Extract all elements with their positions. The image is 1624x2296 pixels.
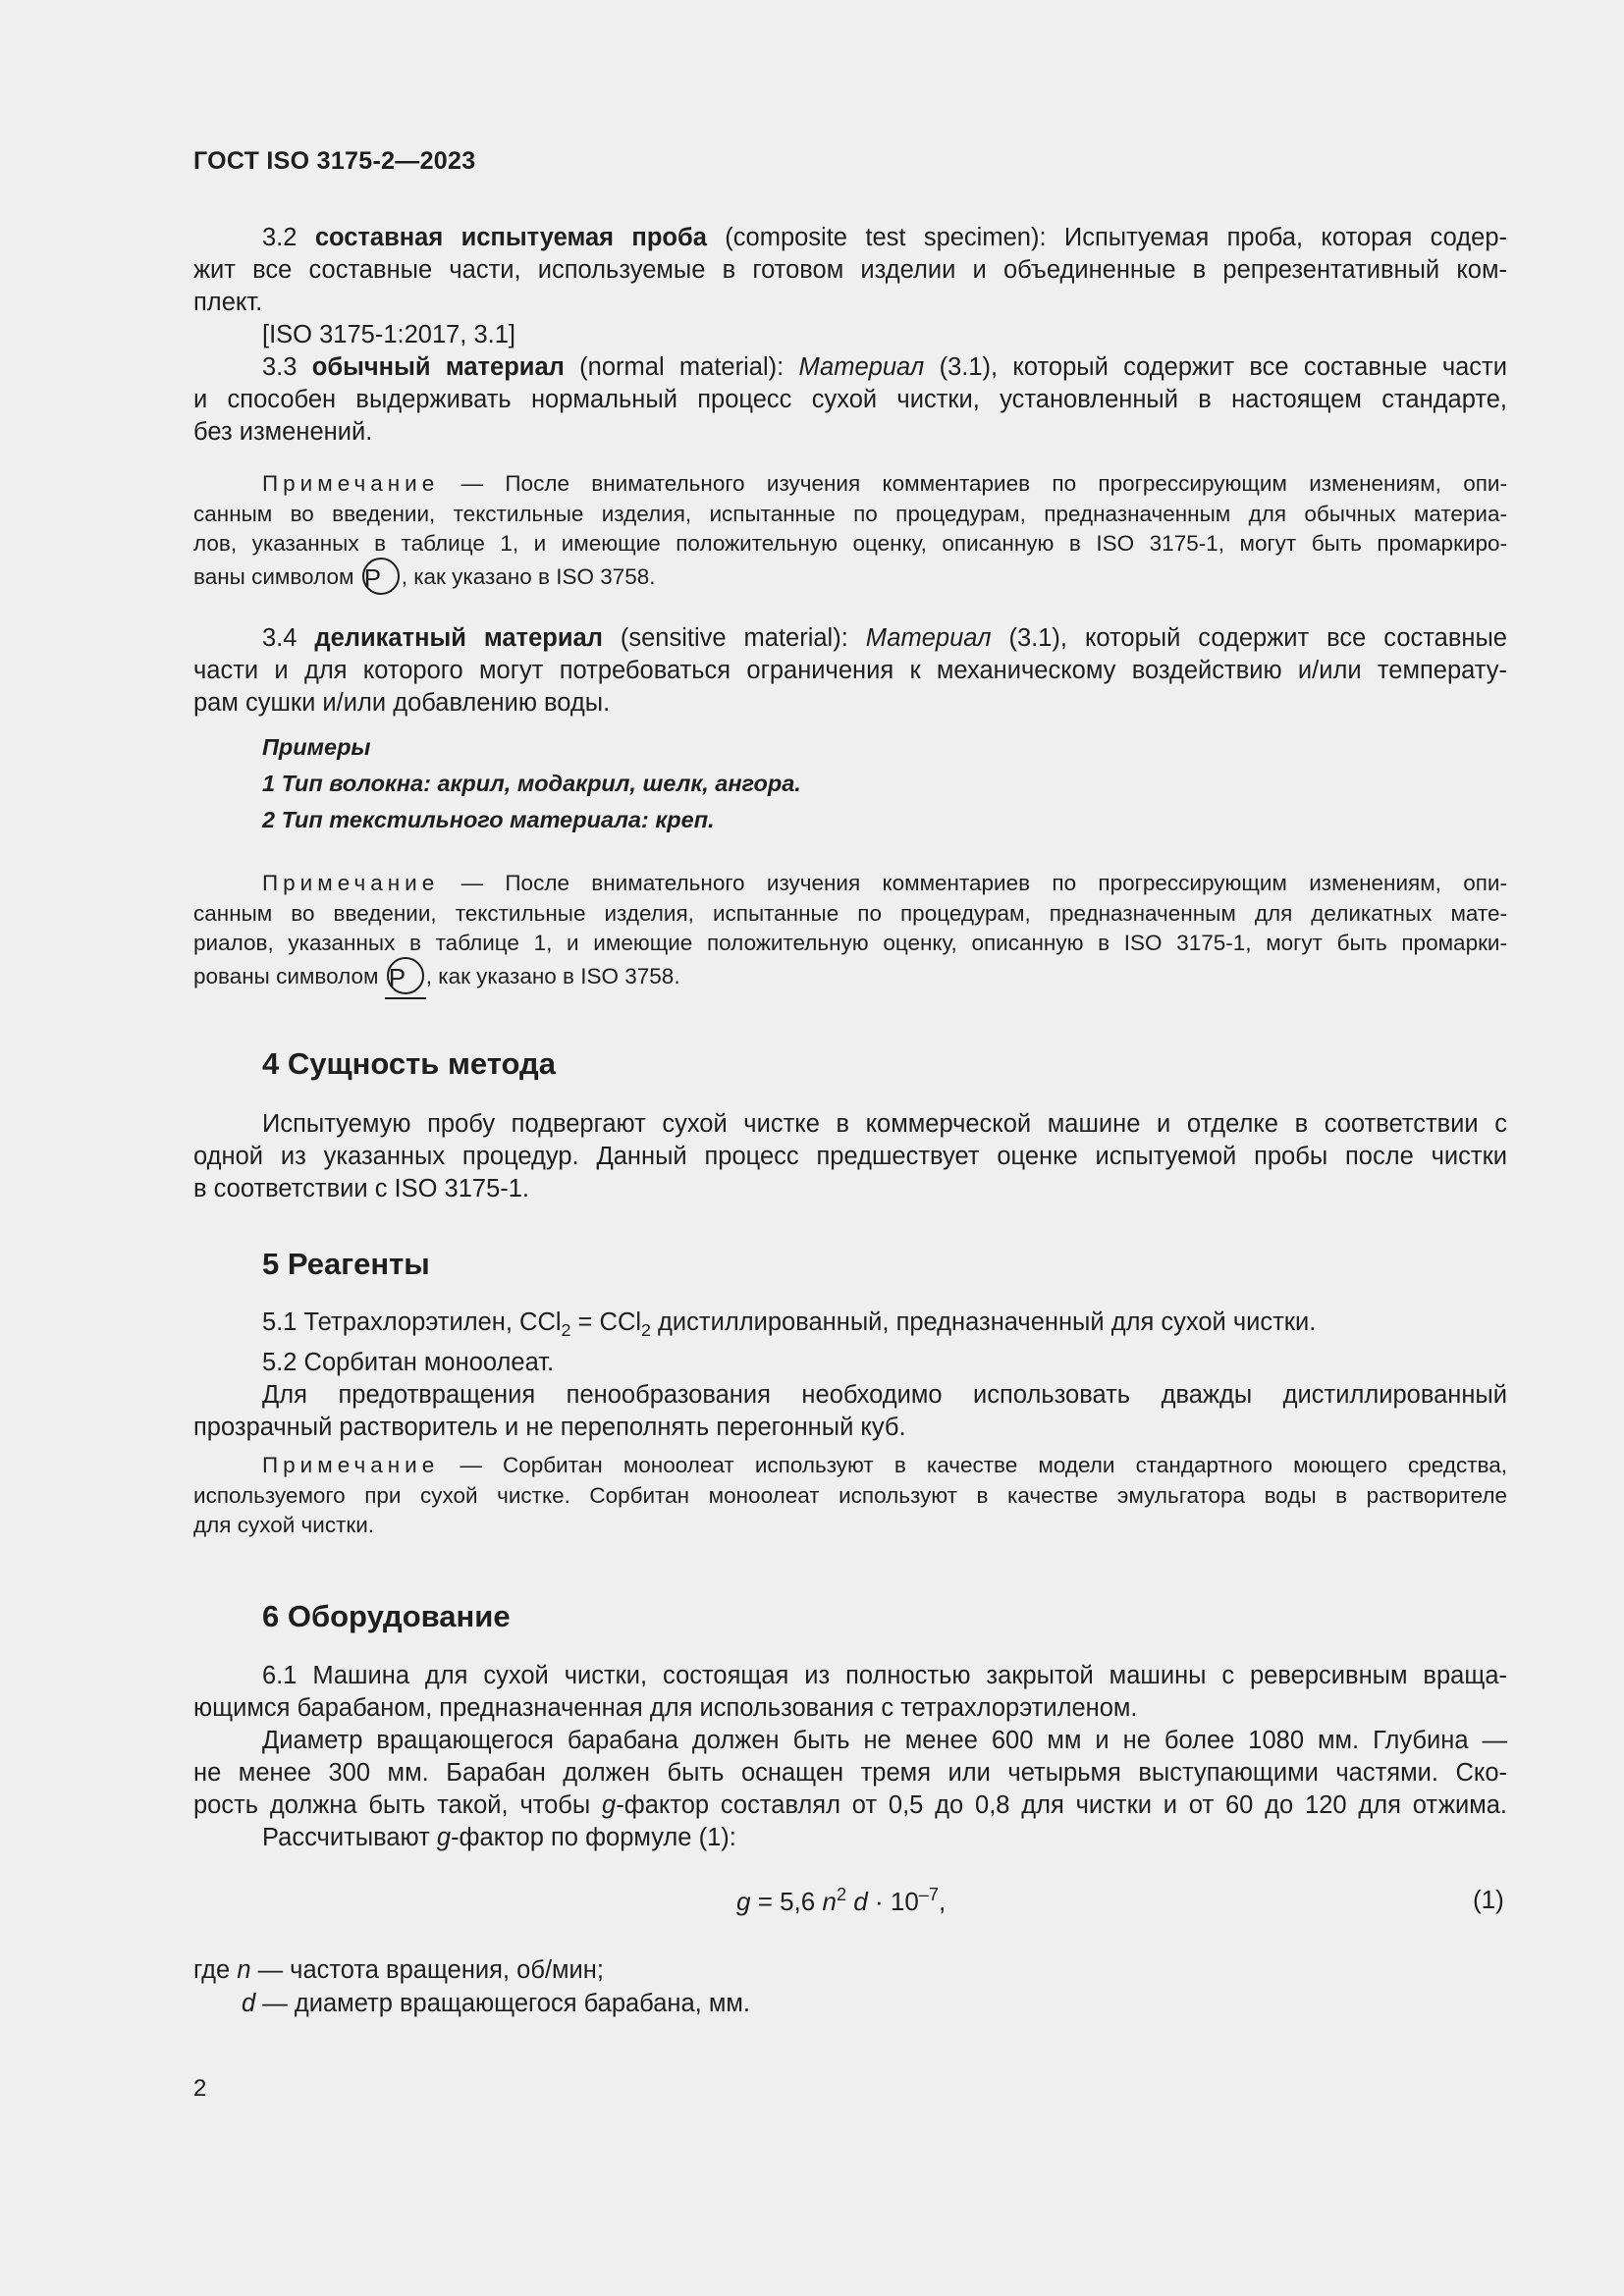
subscript: 2: [641, 1320, 651, 1340]
variable-d: d: [242, 1990, 256, 2017]
line: 6.1 Машина для сухой чистки, состоящая из полностью закрытой машины с реверсивным враща-: [262, 1662, 1507, 1689]
note-label: Примечание: [262, 871, 440, 895]
clause-number: 3.4: [262, 624, 298, 652]
line: санным во введении, текстильные изделия, испытанные по процедурам, предназначенным для обычных материа-: [193, 501, 1507, 526]
note-text: ваны символом: [193, 563, 354, 589]
line: Испытуемую пробу подвергают сухой чистке в коммерческой машине и отделке в соответствии с: [262, 1110, 1507, 1138]
section-3-3: [193, 351, 1507, 449]
line: [193, 959, 1507, 999]
line: и способен выдерживать нормальный процесс сухой чистки, установленный в настоящем стандарте,: [193, 386, 1507, 413]
note-text: , как указано в ISO 3758.: [401, 563, 656, 589]
p-symbol-icon: P: [387, 957, 424, 994]
example-1: 1 Тип волокна: акрил, модакрил, шелк, ангора.: [262, 771, 801, 796]
p-symbol-icon: P: [362, 558, 400, 595]
term: обычный материал: [311, 353, 565, 381]
line: [193, 560, 1507, 597]
heading-section-5: 5 Реагенты: [262, 1247, 430, 1281]
note-text: , как указано в ISO 3758.: [425, 963, 680, 988]
text: · 10: [867, 1887, 919, 1916]
variable-n: n: [822, 1887, 837, 1916]
line: [193, 222, 1507, 254]
variable-n: n: [237, 1956, 251, 1984]
examples-title: Примеры: [262, 734, 371, 760]
line: 5.2 Сорбитан моноолеат.: [262, 1349, 555, 1376]
note-text: — После внимательного изучения комментариев по прогрессирующим изменениям, опи-: [460, 871, 1507, 895]
line: [193, 351, 1507, 384]
variable-d: d: [846, 1887, 868, 1916]
text: ,: [939, 1887, 947, 1916]
line: не менее 300 мм. Барабан должен быть оснащен тремя или четырьмя выступающими частями. Ско-: [193, 1759, 1507, 1787]
section-3-4: [193, 622, 1507, 720]
variable-g: g: [436, 1824, 452, 1851]
term-en: (sensitive material):: [620, 624, 848, 652]
heading-section-4: 4 Сущность метода: [262, 1046, 556, 1081]
term-en: (normal material):: [579, 353, 785, 381]
superscript: –7: [918, 1885, 940, 1904]
term-en: (composite test specimen): [725, 224, 1040, 251]
line: рам сушки и/или добавлению воды.: [193, 689, 611, 717]
line: для сухой чистки.: [193, 1513, 375, 1537]
line: [193, 469, 1507, 500]
text: 5.1 Тетрахлорэтилен, CCl: [262, 1308, 562, 1336]
reference: [ISO 3175-1:2017, 3.1]: [262, 321, 516, 348]
variable-g: g: [736, 1887, 751, 1916]
term-link: Материал: [865, 624, 992, 652]
line: [193, 622, 1507, 655]
line: [193, 1451, 1507, 1481]
formula-1: [736, 1885, 946, 1917]
note-label: Примечание: [262, 471, 440, 496]
term-link: Материал: [798, 353, 925, 381]
line: прозрачный растворитель и не переполнять перегонный куб.: [193, 1414, 906, 1441]
line: лов, указанных в таблице 1, и имеющие положительную оценку, описанную в ISO 3175-1, могут быть промаркиро-: [193, 531, 1507, 556]
note-3: [193, 1451, 1507, 1541]
text: Рассчитывают: [262, 1824, 437, 1851]
where-n: [193, 1956, 604, 1985]
line: используемого при сухой чистке. Сорбитан моноолеат используют в качестве эмульгатора воды в растворителе: [193, 1482, 1507, 1508]
line: [193, 1789, 1507, 1822]
note-2: [193, 869, 1507, 999]
variable-g: g: [602, 1791, 617, 1819]
text: — диаметр вращающегося барабана, мм.: [255, 1990, 750, 2017]
term: составная испытуемая проба: [314, 224, 707, 251]
text: дистиллированный, предназначенный для сухой чистки.: [650, 1308, 1317, 1336]
note-text: рованы символом: [193, 963, 379, 988]
section-4-text: [193, 1108, 1507, 1205]
text: — частота вращения, об/мин;: [250, 1956, 604, 1984]
text: рость должна быть такой, чтобы: [193, 1791, 603, 1819]
line: без изменений.: [193, 418, 373, 446]
line: Для предотвращения пенообразования необходимо использовать дважды дистиллированный: [262, 1381, 1507, 1409]
line: ющимся барабаном, предназначенная для использования с тетрахлорэтиленом.: [193, 1694, 1138, 1722]
subscript: 2: [561, 1320, 571, 1340]
line: [193, 1822, 1507, 1854]
formula-number: (1): [1473, 1885, 1504, 1914]
note-text: — После внимательного изучения комментариев по прогрессирующим изменениям, опи-: [460, 471, 1507, 496]
example-2: 2 Тип текстильного материала: креп.: [262, 807, 715, 832]
note-1: [193, 469, 1507, 597]
line: риалов, указанных в таблице 1, и имеющие положительную оценку, описанную в ISO 3175-1, могут быть промарки-: [193, 931, 1507, 955]
line: Диаметр вращающегося барабана должен быть не менее 600 мм и не более 1080 мм. Глубина —: [262, 1727, 1507, 1754]
document-header: ГОСТ ISO 3175-2—2023: [193, 147, 476, 175]
heading-section-6: 6 Оборудование: [262, 1599, 511, 1633]
line: в соответствии с ISO 3175-1.: [193, 1175, 530, 1202]
definition: : Испытуемая проба, которая содер-: [1039, 224, 1508, 251]
text: = 5,6: [750, 1887, 823, 1916]
line: жит все составные части, используемые в готовом изделии и объединенные в репрезентативный ком-: [193, 256, 1507, 284]
line: одной из указанных процедур. Данный процесс предшествует оценке испытуемой пробы после чистки: [193, 1143, 1507, 1170]
where-d: [242, 1990, 750, 2018]
line: части и для которого могут потребоваться ограничения к механическому воздействию и/или температу-: [193, 657, 1507, 684]
text: -фактор составлял от 0,5 до 0,8 для чистки и от 60 до 120 для отжима.: [616, 1791, 1507, 1819]
text: -фактор по формуле (1):: [451, 1824, 736, 1851]
section-6-text: [193, 1660, 1507, 1854]
superscript: 2: [836, 1885, 847, 1904]
definition: (3.1), который содержит все составные части: [939, 353, 1507, 381]
text: где: [193, 1956, 238, 1984]
term: деликатный материал: [314, 624, 603, 652]
clause-number: 3.3: [262, 353, 298, 381]
text: = CCl: [570, 1308, 642, 1336]
note-label: Примечание: [262, 1453, 440, 1477]
section-5-text: [193, 1307, 1507, 1444]
p-symbol-underlined: [385, 959, 426, 999]
section-3-2: [193, 222, 1507, 351]
note-text: — Сорбитан моноолеат используют в качестве модели стандартного моющего средства,: [460, 1453, 1507, 1477]
definition: (3.1), который содержит все составные: [1008, 624, 1507, 652]
line: [193, 1307, 1507, 1347]
clause-number: 3.2: [262, 224, 298, 251]
page-number: 2: [193, 2075, 207, 2102]
line: [193, 869, 1507, 899]
line: плект.: [193, 289, 263, 316]
line: санным во введении, текстильные изделия, испытанные по процедурам, предназначенным для деликатных мате-: [193, 900, 1507, 926]
